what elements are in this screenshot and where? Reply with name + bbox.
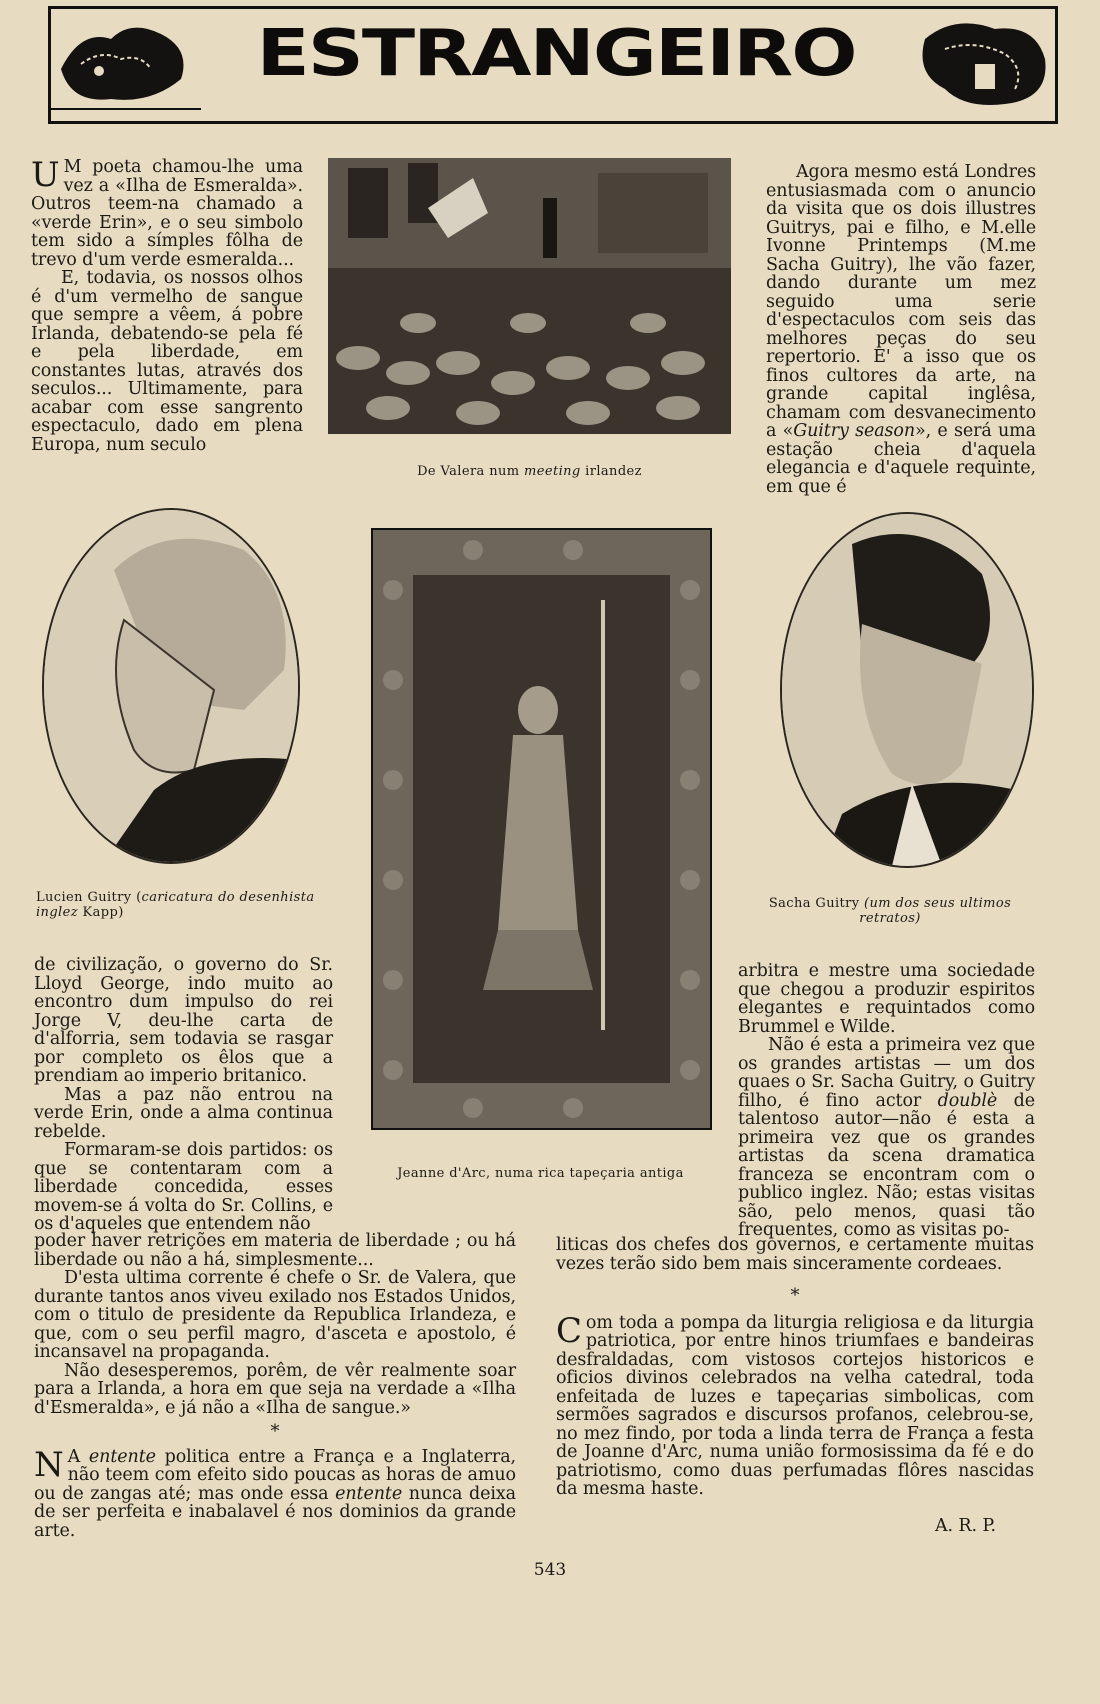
paragraph: D'esta ultima corrente é chefe o Sr. de Valera, que durante tantos anos viveu exilado nos Estados Unidos, com o titulo de presidente da Republica Irlandeza, e que, com o seu perfil magro, d'asceta e apostolo, é incansavel na propaganda. xyxy=(34,1268,516,1362)
drop-cap: U xyxy=(31,155,60,195)
lucien-guitry-caricature xyxy=(42,508,300,864)
map-illustration-left xyxy=(51,9,201,121)
caption-text: Lucien Guitry ( xyxy=(36,890,142,905)
sacha-guitry-portrait xyxy=(780,512,1034,868)
caption-text: Sacha Guitry xyxy=(768,896,865,911)
article-column-right-low xyxy=(556,1236,1034,1535)
paragraph: poder haver retrições em materia de liberdade ; ou há liberdade ou não a há, simplesmente... xyxy=(34,1231,516,1270)
caption-text: Kapp) xyxy=(77,905,124,920)
paragraph: Agora mesmo está Londres entusiasmada com o anuncio da visita que os dois illustres Guitrys, pai e filho, e M.elle Ivonne Printemps (M.me Sacha Guitry), lhe vão fazer, dando durante um mez seguido uma serie d'espectaculos com seis das melhores peças do seu repertorio. E' a isso que os finos cultores da arte, na grande capital inglêsa, chamam com desvanecimento a « xyxy=(766,162,1036,441)
italic-term: Guitry season xyxy=(793,421,916,441)
drop-cap: C xyxy=(556,1310,582,1351)
article-column-right-top xyxy=(766,163,1036,496)
italic-term: doublè xyxy=(937,1090,998,1111)
paragraph: liticas dos chefes dos governos, e certamente muitas vezes terão sido bem mais sinceramente cordeaes. xyxy=(556,1235,1034,1274)
author-signature: A. R. P. xyxy=(934,1515,996,1536)
caption-text: De Valera num xyxy=(417,464,525,479)
caption-italic: meeting xyxy=(524,464,581,479)
tapestry-caption: Jeanne d'Arc, numa rica tapeçaria antiga xyxy=(397,1166,684,1181)
masthead-title: ESTRANGEIRO xyxy=(256,17,856,91)
paragraph: M poeta chamou-lhe uma vez a «Ilha de Esmeralda». Outros teem-na chamado a «verde Erin», e o seu simbolo tem sido a símples fôlha de trevo d'um verde esmeralda... xyxy=(31,157,303,270)
paragraph: de talentoso autor—não é esta a primeira vez que os grandes artistas da scena dramatica franceza se encontram com o publico inglez. Não; estas visitas são, pelo menos, quasi tão frequentes, como as visitas po- xyxy=(738,1090,1035,1240)
drop-cap: N xyxy=(34,1444,64,1485)
paragraph: Formaram-se dois partidos: os que se contentaram com a liberdade concedida, esses movem-se á volta do Sr. Collins, e os d'aqueles que entendem não xyxy=(34,1140,333,1234)
jeanne-darc-tapestry xyxy=(371,528,712,1130)
section-separator: * xyxy=(790,1285,800,1306)
paragraph: nunca deixa de ser perfeita e inabalavel é nos dominios da grande arte. xyxy=(34,1483,516,1541)
article-column-left-top xyxy=(31,155,303,455)
article-column-right-mid xyxy=(738,962,1035,1240)
article-column-left-mid xyxy=(34,956,333,1234)
paragraph: politica entre a França e a Inglaterra, não teem com efeito sido poucas as horas de amuo ou de zangas até; mas onde essa xyxy=(34,1446,516,1504)
italic-term: entente xyxy=(335,1483,403,1504)
sacha-caption xyxy=(740,896,1040,926)
paragraph: A xyxy=(67,1446,89,1467)
italic-term: entente xyxy=(88,1446,156,1467)
meeting-photo xyxy=(328,158,731,434)
page-number: 543 xyxy=(533,1560,567,1580)
caption-italic: (um dos seus ultimos retratos) xyxy=(859,896,1012,926)
paragraph: Mas a paz não entrou na verde Erin, onde a alma continua rebelde. xyxy=(34,1084,333,1142)
paragraph: », e será uma estação cheia d'aquela elegancia e d'aquele requinte, em que é xyxy=(766,421,1037,497)
paragraph: de civilização, o governo do Sr. Lloyd George, indo muito ao encontro dum impulso do rei Jorge V, deu-lhe carta de d'alforria, sem todavia se rasgar por completo os êlos que a prendiam ao imperio britanico. xyxy=(34,955,333,1086)
masthead-banner xyxy=(48,6,1058,124)
lucien-caption xyxy=(36,890,336,920)
caption-italic: caricatura do desenhista inglez xyxy=(36,890,315,920)
paragraph: Não desesperemos, porêm, de vêr realmente soar para a Irlanda, a hora em que seja na verdade a «Ilha d'Esmeralda», e já não a «Ilha de sangue.» xyxy=(34,1360,516,1418)
article-column-left-low xyxy=(34,1232,516,1540)
meeting-photo-caption xyxy=(328,464,731,479)
caption-text: irlandez xyxy=(580,464,642,479)
section-separator: * xyxy=(270,1421,280,1442)
paragraph: E, todavia, os nossos olhos é d'um vermelho de sangue que sempre a vêem, á pobre Irlanda, debatendo-se pela fé e pela liberdade, em constantes lutas, através dos seculos... Ultimamente, para acabar com esse sangrento espectaculo, dado em plena Europa, num seculo xyxy=(31,268,303,455)
paragraph: om toda a pompa da liturgia religiosa e da liturgia patriotica, por entre hinos triumfaes e bandeiras desfraldadas, com vistosos cortejos historicos e oficios divinos celebrados na velha catedral, toda enfeitada de luzes e tapeçarias simbolicas, com sermões sagrados e discursos profanos, celebrou-se, no mez findo, por toda a linda terra de França a festa de Joanne d'Arc, numa união formosissima da fé e do patriotismo, como duas perfumadas flôres nascidas da mesma haste. xyxy=(556,1312,1034,1499)
map-illustration-right xyxy=(905,9,1055,121)
paragraph: arbitra e mestre uma sociedade que chegou a produzir espiritos elegantes e requintados como Brummel e Wilde. xyxy=(738,961,1035,1037)
paragraph: Não é esta a primeira vez que os grandes artistas — um dos quaes o Sr. Sacha Guitry, o Guitry filho, é fino actor xyxy=(738,1035,1035,1111)
